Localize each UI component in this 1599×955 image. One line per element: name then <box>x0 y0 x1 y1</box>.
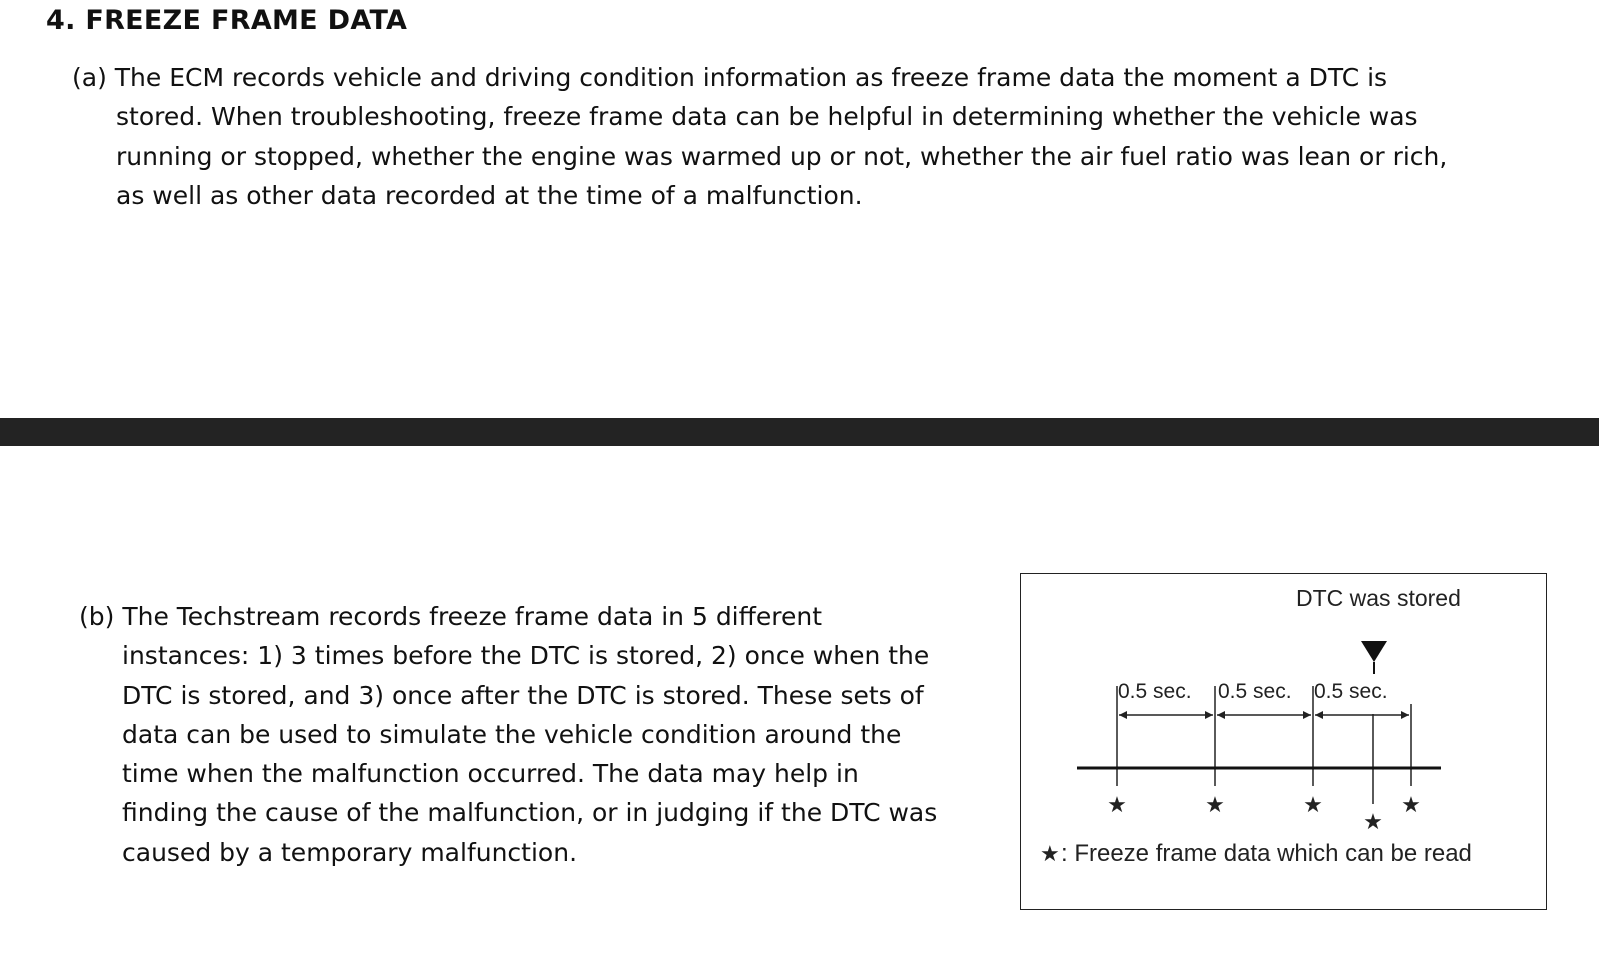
interval-label-3: 0.5 sec. <box>1314 680 1388 703</box>
interval-arrowhead-icon <box>1205 711 1213 719</box>
freeze-frame-star-icon: ★ <box>1363 809 1383 834</box>
freeze-frame-star-icon: ★ <box>1107 792 1127 817</box>
paragraph-a-line: (a) The ECM records vehicle and driving condition information as freeze frame data the moment a DTC is <box>72 63 1388 92</box>
paragraph-b-line: (b) The Techstream records freeze frame data in 5 different <box>79 602 822 631</box>
legend-star-icon: ★ <box>1040 841 1060 866</box>
interval-arrowhead-icon <box>1401 711 1409 719</box>
freeze-frame-star-icon: ★ <box>1205 792 1225 817</box>
freeze-frame-star-icon: ★ <box>1303 792 1323 817</box>
dtc-stored-label: DTC was stored <box>1296 585 1461 611</box>
dtc-stored-marker-icon <box>1361 641 1387 662</box>
paragraph-b-line: instances: 1) 3 times before the DTC is stored, 2) once when the <box>122 641 930 671</box>
freeze-frame-timing-diagram <box>1020 573 1547 910</box>
dark-separator-band <box>0 418 1599 446</box>
section-heading: 4. FREEZE FRAME DATA <box>46 5 408 36</box>
interval-arrowhead-icon <box>1315 711 1323 719</box>
paragraph-b-line: caused by a temporary malfunction. <box>122 837 578 867</box>
interval-arrowhead-icon <box>1217 711 1225 719</box>
paragraph-b-line: DTC is stored, and 3) once after the DTC is stored. These sets of <box>122 680 924 710</box>
interval-label-2: 0.5 sec. <box>1218 680 1292 703</box>
paragraph-b-line: data can be used to simulate the vehicle condition around the <box>122 719 902 749</box>
interval-arrowhead-icon <box>1303 711 1311 719</box>
paragraph-a <box>72 58 1552 215</box>
freeze-frame-star-icon: ★ <box>1401 792 1421 817</box>
paragraph-b-line: finding the cause of the malfunction, or in judging if the DTC was <box>122 798 938 828</box>
interval-arrowhead-icon <box>1119 711 1127 719</box>
paragraph-a-line: stored. When troubleshooting, freeze frame data can be helpful in determining whether the vehicle was <box>116 102 1418 132</box>
paragraph-a-line: running or stopped, whether the engine was warmed up or not, whether the air fuel ratio was lean or rich, <box>116 141 1448 171</box>
paragraph-b-line: time when the malfunction occurred. The data may help in <box>122 759 859 789</box>
legend-text: : Freeze frame data which can be read <box>1061 840 1472 867</box>
interval-label-1: 0.5 sec. <box>1118 680 1192 703</box>
paragraph-b <box>79 597 999 872</box>
timing-diagram-svg <box>1021 574 1548 911</box>
paragraph-a-line: as well as other data recorded at the time of a malfunction. <box>116 180 863 210</box>
